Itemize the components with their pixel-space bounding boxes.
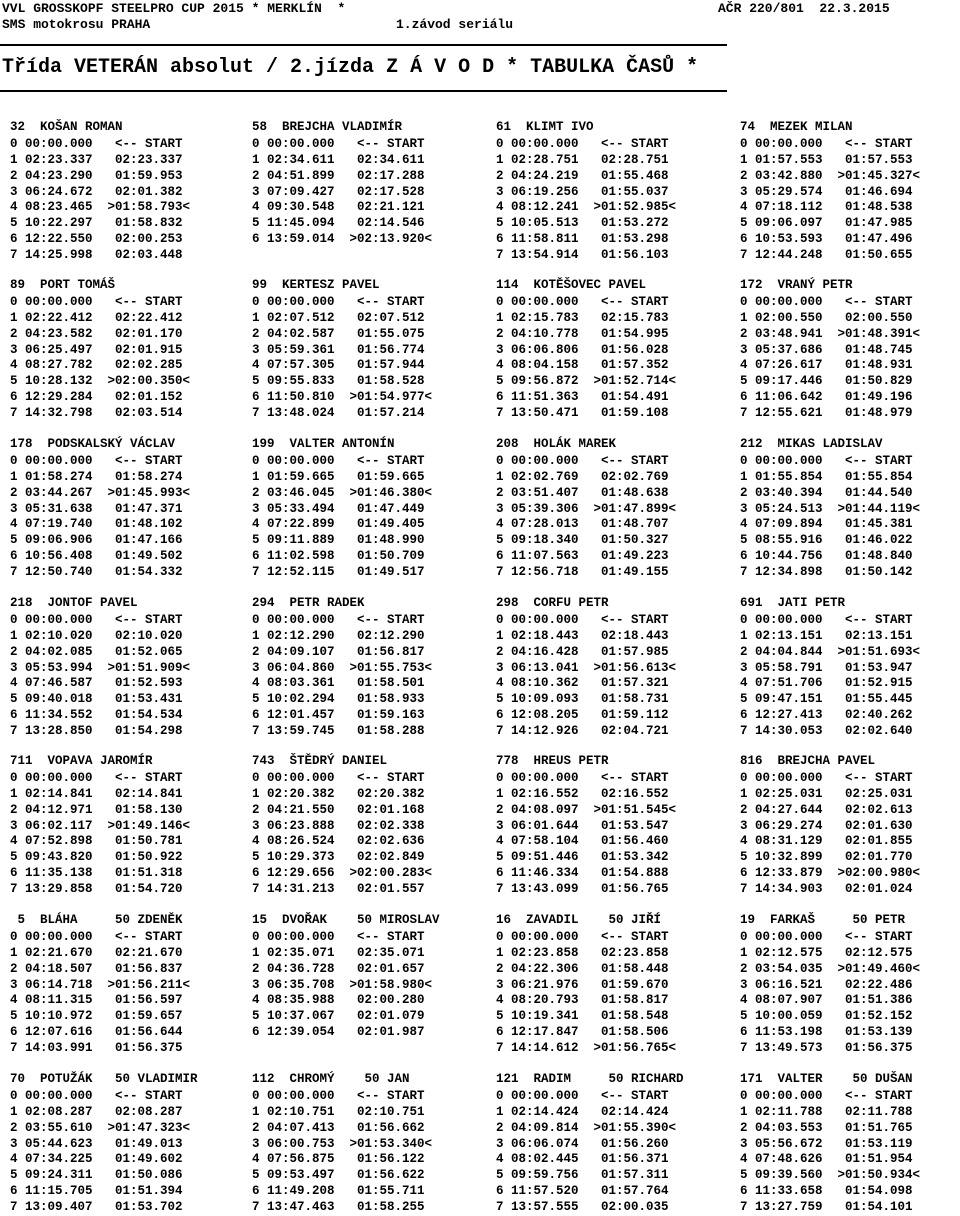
lap-row: 6 11:51.363 01:54.491 (496, 390, 669, 405)
lap-row: 0 00:00.000 <-- START (496, 294, 669, 309)
lap-row: 3 06:21.976 01:59.670 (496, 977, 669, 992)
lap-row: 5 10:10.972 01:59.657 (10, 1009, 183, 1024)
lap-row: 3 05:24.513 >01:44.119< (740, 501, 921, 516)
rider-block (496, 913, 676, 1057)
lap-row: 6 11:07.563 01:49.223 (496, 549, 669, 564)
lap-row: 3 05:58.791 01:53.947 (740, 660, 913, 675)
rider-block (740, 596, 920, 740)
lap-row: 1 02:15.783 02:15.783 (496, 310, 669, 325)
lap-row: 0 00:00.000 <-- START (496, 453, 669, 468)
lap-row: 5 10:37.067 02:01.079 (252, 1009, 425, 1024)
rider-block (252, 913, 440, 1057)
lap-row: 1 02:23.337 02:23.337 (10, 152, 183, 167)
lap-row: 6 12:17.847 01:58.506 (496, 1025, 669, 1040)
rider-block (252, 596, 432, 740)
lap-row: 6 12:01.457 01:59.163 (252, 708, 425, 723)
lap-row: 0 00:00.000 <-- START (496, 612, 669, 627)
lap-row: 1 02:16.552 02:16.552 (496, 786, 669, 801)
lap-row: 2 03:46.045 >01:46.380< (252, 485, 433, 500)
rider-header: 112 CHROMÝ 50 JAN (252, 1072, 410, 1086)
lap-row: 0 00:00.000 <-- START (740, 294, 913, 309)
lap-row: 7 13:47.463 01:58.255 (252, 1200, 425, 1215)
lap-row: 3 06:19.256 01:55.037 (496, 184, 669, 199)
lap-row: 3 06:24.672 02:01.382 (10, 184, 183, 199)
rider-block (252, 437, 432, 581)
lap-row: 5 10:05.513 01:53.272 (496, 216, 669, 231)
rider-block (252, 278, 432, 422)
lap-row: 7 14:12.926 02:04.721 (496, 724, 669, 739)
lap-row: 2 04:18.507 01:56.837 (10, 961, 183, 976)
lap-row: 2 04:04.844 >01:51.693< (740, 644, 921, 659)
lap-row: 7 12:52.115 01:49.517 (252, 565, 425, 580)
rider-header: 208 HOLÁK MAREK (496, 437, 617, 451)
lap-row: 3 06:01.644 01:53.547 (496, 818, 669, 833)
lap-row: 2 04:02.085 01:52.065 (10, 644, 183, 659)
rider-block (496, 596, 676, 740)
lap-row (252, 248, 432, 264)
lap-row: 0 00:00.000 <-- START (252, 612, 425, 627)
lap-row: 5 09:43.820 01:50.922 (10, 850, 183, 865)
lap-row: 0 00:00.000 <-- START (10, 929, 183, 944)
lap-row: 6 11:46.334 01:54.888 (496, 866, 669, 881)
federation-date: AČR 220/801 22.3.2015 (718, 1, 890, 16)
lap-row: 6 11:33.658 01:54.098 (740, 1184, 913, 1199)
lap-row: 0 00:00.000 <-- START (740, 136, 913, 151)
lap-row: 5 10:09.093 01:58.731 (496, 692, 669, 707)
lap-row: 4 07:18.112 01:48.538 (740, 200, 913, 215)
lap-row: 0 00:00.000 <-- START (496, 929, 669, 944)
lap-row: 4 08:23.465 >01:58.793< (10, 200, 191, 215)
lap-row: 3 06:16.521 02:22.486 (740, 977, 913, 992)
lap-row: 7 13:28.850 01:54.298 (10, 724, 183, 739)
lap-row: 6 12:33.879 >02:00.980< (740, 866, 921, 881)
lap-row: 7 12:44.248 01:50.655 (740, 248, 913, 263)
lap-row: 2 04:23.582 02:01.170 (10, 326, 183, 341)
rider-header: 199 VALTER ANTONÍN (252, 437, 395, 451)
lap-row: 2 04:08.097 >01:51.545< (496, 802, 677, 817)
lap-row: 3 06:02.117 >01:49.146< (10, 818, 191, 833)
lap-row: 7 14:03.991 01:56.375 (10, 1041, 183, 1056)
lap-row: 2 04:23.290 01:59.953 (10, 168, 183, 183)
rider-header: 298 CORFU PETR (496, 596, 609, 610)
lap-row: 4 08:27.782 02:02.285 (10, 358, 183, 373)
lap-row: 0 00:00.000 <-- START (10, 453, 183, 468)
lap-row: 5 09:47.151 01:55.445 (740, 692, 913, 707)
lap-row: 0 00:00.000 <-- START (10, 294, 183, 309)
lap-row: 7 13:49.573 01:56.375 (740, 1041, 913, 1056)
lap-row: 4 07:09.894 01:45.381 (740, 517, 913, 532)
lap-row: 4 08:26.524 02:02.636 (252, 834, 425, 849)
lap-row: 2 03:51.407 01:48.638 (496, 485, 669, 500)
lap-row: 2 04:02.587 01:55.075 (252, 326, 425, 341)
lap-row: 0 00:00.000 <-- START (252, 453, 425, 468)
lap-row: 7 13:59.745 01:58.288 (252, 724, 425, 739)
rider-header: 15 DVOŘAK 50 MIROSLAV (252, 913, 440, 927)
rider-header: 70 POTUŽÁK 50 VLADIMIR (10, 1072, 198, 1086)
rider-header: 114 KOTĚŠOVEC PAVEL (496, 278, 647, 292)
lap-row: 6 10:56.408 01:49.502 (10, 549, 183, 564)
rider-block (10, 278, 190, 422)
lap-row: 5 10:02.294 01:58.933 (252, 692, 425, 707)
rider-block (10, 437, 190, 581)
lap-row: 2 04:22.306 01:58.448 (496, 961, 669, 976)
lap-row: 7 14:30.053 02:02.640 (740, 724, 913, 739)
rider-header: 816 BREJCHA PAVEL (740, 754, 876, 768)
lap-row: 4 08:10.362 01:57.321 (496, 676, 669, 691)
lap-row: 4 07:52.898 01:50.781 (10, 834, 183, 849)
lap-row: 3 05:44.623 01:49.013 (10, 1136, 183, 1151)
lap-row: 1 02:00.550 02:00.550 (740, 310, 913, 325)
lap-row: 2 04:07.413 01:56.662 (252, 1120, 425, 1135)
lap-row: 2 03:40.394 01:44.540 (740, 485, 913, 500)
rider-header: 743 ŠTĚDRÝ DANIEL (252, 754, 388, 768)
lap-row: 4 07:51.706 01:52.915 (740, 676, 913, 691)
lap-row: 6 12:29.656 >02:00.283< (252, 866, 433, 881)
lap-row: 3 06:25.497 02:01.915 (10, 342, 183, 357)
lap-row: 1 01:58.274 01:58.274 (10, 469, 183, 484)
rider-block (740, 1072, 920, 1216)
rider-block (10, 596, 190, 740)
rider-header: 58 BREJCHA VLADIMÍR (252, 120, 403, 134)
rider-block (740, 278, 920, 422)
rider-header: 99 KERTESZ PAVEL (252, 278, 380, 292)
lap-row: 5 09:53.497 01:56.622 (252, 1168, 425, 1183)
rider-block (252, 120, 432, 264)
lap-row: 1 02:08.287 02:08.287 (10, 1104, 183, 1119)
lap-row: 7 14:14.612 >01:56.765< (496, 1041, 677, 1056)
lap-row: 0 00:00.000 <-- START (252, 770, 425, 785)
lap-row: 1 02:10.751 02:10.751 (252, 1104, 425, 1119)
separator-top (0, 44, 727, 46)
lap-row: 5 09:51.446 01:53.342 (496, 850, 669, 865)
lap-row: 7 13:57.555 02:00.035 (496, 1200, 669, 1215)
lap-row: 4 08:12.241 >01:52.985< (496, 200, 677, 215)
lap-row: 1 02:07.512 02:07.512 (252, 310, 425, 325)
lap-row: 1 02:28.751 02:28.751 (496, 152, 669, 167)
rider-header: 171 VALTER 50 DUŠAN (740, 1072, 913, 1086)
lap-row: 5 09:24.311 01:50.086 (10, 1168, 183, 1183)
lap-row: 3 05:37.686 01:48.745 (740, 342, 913, 357)
lap-row: 5 10:28.132 >02:00.350< (10, 374, 191, 389)
lap-row: 5 10:32.899 02:01.770 (740, 850, 913, 865)
lap-row: 4 07:58.104 01:56.460 (496, 834, 669, 849)
lap-row: 7 13:54.914 01:56.103 (496, 248, 669, 263)
rider-header: 121 RADIM 50 RICHARD (496, 1072, 684, 1086)
rider-block (740, 754, 920, 898)
lap-row: 6 11:58.811 01:53.298 (496, 232, 669, 247)
lap-row: 6 12:29.284 02:01.152 (10, 390, 183, 405)
lap-row: 1 02:12.575 02:12.575 (740, 945, 913, 960)
lap-row: 6 11:50.810 >01:54.977< (252, 390, 433, 405)
lap-row: 3 06:13.041 >01:56.613< (496, 660, 677, 675)
organizer: SMS motokrosu PRAHA (2, 17, 151, 32)
lap-row: 1 01:59.665 01:59.665 (252, 469, 425, 484)
lap-row: 4 07:28.013 01:48.707 (496, 517, 669, 532)
rider-block (740, 437, 920, 581)
lap-row: 0 00:00.000 <-- START (10, 136, 183, 151)
lap-row: 4 08:02.445 01:56.371 (496, 1152, 669, 1167)
rider-header: 61 KLIMT IVO (496, 120, 594, 134)
rider-header: 711 VOPAVA JAROMÍR (10, 754, 153, 768)
lap-row: 0 00:00.000 <-- START (10, 770, 183, 785)
lap-row: 5 09:39.560 >01:50.934< (740, 1168, 921, 1183)
lap-row: 6 12:07.616 01:56.644 (10, 1025, 183, 1040)
lap-row: 3 06:35.708 >01:58.980< (252, 977, 433, 992)
lap-row: 6 11:34.552 01:54.534 (10, 708, 183, 723)
lap-row: 4 07:22.899 01:49.405 (252, 517, 425, 532)
lap-row: 5 09:06.906 01:47.166 (10, 533, 183, 548)
lap-row: 5 11:45.094 02:14.546 (252, 216, 425, 231)
lap-row: 3 06:29.274 02:01.630 (740, 818, 913, 833)
lap-row: 0 00:00.000 <-- START (740, 612, 913, 627)
lap-row: 5 09:40.018 01:53.431 (10, 692, 183, 707)
lap-row: 3 07:09.427 02:17.528 (252, 184, 425, 199)
lap-row: 4 08:35.988 02:00.280 (252, 993, 425, 1008)
rider-block (10, 120, 190, 264)
lap-row: 7 13:50.471 01:59.108 (496, 406, 669, 421)
lap-row: 1 02:34.611 02:34.611 (252, 152, 425, 167)
lap-row: 7 12:55.621 01:48.979 (740, 406, 913, 421)
rider-header: 212 MIKAS LADISLAV (740, 437, 883, 451)
lap-row: 3 05:56.672 01:53.119 (740, 1136, 913, 1151)
lap-row: 1 02:18.443 02:18.443 (496, 628, 669, 643)
lap-row: 3 05:31.638 01:47.371 (10, 501, 183, 516)
rider-block (496, 437, 676, 581)
lap-row: 0 00:00.000 <-- START (10, 612, 183, 627)
lap-row: 7 12:56.718 01:49.155 (496, 565, 669, 580)
lap-row: 4 07:26.617 01:48.931 (740, 358, 913, 373)
lap-row: 7 13:27.759 01:54.101 (740, 1200, 913, 1215)
lap-row: 0 00:00.000 <-- START (10, 1088, 183, 1103)
lap-row: 5 09:55.833 01:58.528 (252, 374, 425, 389)
lap-row: 0 00:00.000 <-- START (252, 294, 425, 309)
lap-row: 6 11:02.598 01:50.709 (252, 549, 425, 564)
lap-row: 7 13:48.024 01:57.214 (252, 406, 425, 421)
lap-row: 1 01:57.553 01:57.553 (740, 152, 913, 167)
rider-block (496, 754, 676, 898)
lap-row: 7 13:09.407 01:53.702 (10, 1200, 183, 1215)
lap-row: 2 04:09.814 >01:55.390< (496, 1120, 677, 1135)
lap-row: 6 11:57.520 01:57.764 (496, 1184, 669, 1199)
lap-row: 4 07:56.875 01:56.122 (252, 1152, 425, 1167)
page-title: Třída VETERÁN absolut / 2.jízda Z Á V O D * TABULKA ČASŮ * (2, 56, 699, 79)
rider-block (10, 754, 190, 898)
rider-header: 294 PETR RADEK (252, 596, 365, 610)
rider-header: 178 PODSKALSKÝ VÁCLAV (10, 437, 176, 451)
lap-row: 0 00:00.000 <-- START (496, 770, 669, 785)
lap-row: 7 14:32.798 02:03.514 (10, 406, 183, 421)
lap-row: 6 10:53.593 01:47.496 (740, 232, 913, 247)
lap-row: 3 06:00.753 >01:53.340< (252, 1136, 433, 1151)
lap-row: 0 00:00.000 <-- START (740, 770, 913, 785)
lap-row: 7 13:29.858 01:54.720 (10, 882, 183, 897)
lap-row: 4 08:11.315 01:56.597 (10, 993, 183, 1008)
rider-header: 19 FARKAŠ 50 PETR (740, 913, 906, 927)
lap-row: 6 12:22.550 02:00.253 (10, 232, 183, 247)
rider-block (10, 913, 190, 1057)
lap-row: 3 06:06.074 01:56.260 (496, 1136, 669, 1151)
lap-row: 3 06:14.718 >01:56.211< (10, 977, 191, 992)
lap-row: 0 00:00.000 <-- START (740, 453, 913, 468)
lap-row: 7 14:31.213 02:01.557 (252, 882, 425, 897)
rider-header: 218 JONTOF PAVEL (10, 596, 138, 610)
lap-row (252, 1041, 440, 1057)
lap-row: 1 02:23.858 02:23.858 (496, 945, 669, 960)
lap-row: 7 12:34.898 01:50.142 (740, 565, 913, 580)
lap-row: 3 05:33.494 01:47.449 (252, 501, 425, 516)
lap-row: 1 02:10.020 02:10.020 (10, 628, 183, 643)
lap-row: 5 10:19.341 01:58.548 (496, 1009, 669, 1024)
lap-row: 5 08:55.916 01:46.022 (740, 533, 913, 548)
lap-row: 3 05:39.306 >01:47.899< (496, 501, 677, 516)
lap-row: 4 07:34.225 01:49.602 (10, 1152, 183, 1167)
lap-row: 2 03:44.267 >01:45.993< (10, 485, 191, 500)
lap-row: 4 08:04.158 01:57.352 (496, 358, 669, 373)
lap-row: 1 02:12.290 02:12.290 (252, 628, 425, 643)
lap-row: 5 10:29.373 02:02.849 (252, 850, 425, 865)
lap-row: 0 00:00.000 <-- START (252, 929, 425, 944)
lap-row: 0 00:00.000 <-- START (496, 1088, 669, 1103)
lap-row: 1 02:14.841 02:14.841 (10, 786, 183, 801)
lap-row: 2 03:48.941 >01:48.391< (740, 326, 921, 341)
lap-row: 3 06:06.806 01:56.028 (496, 342, 669, 357)
lap-row: 5 09:06.097 01:47.985 (740, 216, 913, 231)
separator-bottom (0, 90, 727, 92)
rider-header: 16 ZAVADIL 50 JIŘÍ (496, 913, 662, 927)
lap-row: 2 03:54.035 >01:49.460< (740, 961, 921, 976)
lap-row: 2 03:55.610 >01:47.323< (10, 1120, 191, 1135)
rider-block (740, 913, 920, 1057)
round-label: 1.závod seriálu (396, 17, 514, 32)
lap-row: 2 04:10.778 01:54.995 (496, 326, 669, 341)
lap-row: 0 00:00.000 <-- START (740, 1088, 913, 1103)
event-title: VVL GROSSKOPF STEELPRO CUP 2015 * MERKLÍN * (2, 1, 346, 16)
lap-row: 4 07:57.305 01:57.944 (252, 358, 425, 373)
rider-header: 32 KOŠAN ROMAN (10, 120, 123, 134)
rider-header: 5 BLÁHA 50 ZDENĚK (10, 913, 183, 927)
lap-row: 4 08:07.907 01:51.386 (740, 993, 913, 1008)
lap-row: 2 04:24.219 01:55.468 (496, 168, 669, 183)
lap-row: 3 05:59.361 01:56.774 (252, 342, 425, 357)
lap-row: 2 04:27.644 02:02.613 (740, 802, 913, 817)
rider-block (252, 754, 432, 898)
lap-row: 7 13:43.099 01:56.765 (496, 882, 669, 897)
lap-row: 1 02:25.031 02:25.031 (740, 786, 913, 801)
lap-row: 7 14:34.903 02:01.024 (740, 882, 913, 897)
rider-header: 89 PORT TOMÁŠ (10, 278, 116, 292)
lap-row: 6 11:53.198 01:53.139 (740, 1025, 913, 1040)
lap-row: 5 09:17.446 01:50.829 (740, 374, 913, 389)
lap-row: 1 02:13.151 02:13.151 (740, 628, 913, 643)
lap-row: 6 10:44.756 01:48.840 (740, 549, 913, 564)
rider-block (496, 120, 676, 264)
lap-row: 5 09:18.340 01:50.327 (496, 533, 669, 548)
rider-block (496, 1072, 684, 1216)
lap-row: 1 02:21.670 02:21.670 (10, 945, 183, 960)
rider-header: 172 VRANÝ PETR (740, 278, 853, 292)
lap-row: 4 07:19.740 01:48.102 (10, 517, 183, 532)
rider-block (740, 120, 920, 264)
lap-row: 3 05:53.994 >01:51.909< (10, 660, 191, 675)
lap-row: 2 04:16.428 01:57.985 (496, 644, 669, 659)
lap-row: 2 04:09.107 01:56.817 (252, 644, 425, 659)
lap-row: 0 00:00.000 <-- START (252, 1088, 425, 1103)
lap-row: 0 00:00.000 <-- START (496, 136, 669, 151)
lap-row: 3 05:29.574 01:46.694 (740, 184, 913, 199)
lap-row: 1 02:11.788 02:11.788 (740, 1104, 913, 1119)
lap-row: 3 06:04.860 >01:55.753< (252, 660, 433, 675)
lap-row: 0 00:00.000 <-- START (252, 136, 425, 151)
lap-row: 6 11:06.642 01:49.196 (740, 390, 913, 405)
lap-row: 4 08:03.361 01:58.501 (252, 676, 425, 691)
lap-row: 5 09:59.756 01:57.311 (496, 1168, 669, 1183)
lap-row: 1 02:22.412 02:22.412 (10, 310, 183, 325)
rider-header: 691 JATI PETR (740, 596, 846, 610)
lap-row: 6 12:08.205 01:59.112 (496, 708, 669, 723)
lap-row: 2 04:12.971 01:58.130 (10, 802, 183, 817)
lap-row: 2 04:36.728 02:01.657 (252, 961, 425, 976)
lap-row: 2 04:03.553 01:51.765 (740, 1120, 913, 1135)
lap-row: 1 02:20.382 02:20.382 (252, 786, 425, 801)
rider-header: 778 HREUS PETR (496, 754, 609, 768)
lap-row: 4 07:48.626 01:51.954 (740, 1152, 913, 1167)
rider-block (252, 1072, 432, 1216)
lap-row: 4 08:20.793 01:58.817 (496, 993, 669, 1008)
lap-row: 5 10:22.297 01:58.832 (10, 216, 183, 231)
lap-row: 4 08:31.129 02:01.855 (740, 834, 913, 849)
rider-header: 74 MEZEK MILAN (740, 120, 853, 134)
lap-row: 6 12:39.054 02:01.987 (252, 1025, 425, 1040)
lap-row: 3 06:23.888 02:02.338 (252, 818, 425, 833)
lap-row: 0 00:00.000 <-- START (740, 929, 913, 944)
lap-row: 5 09:11.889 01:48.990 (252, 533, 425, 548)
lap-row: 6 12:27.413 02:40.262 (740, 708, 913, 723)
lap-row: 1 02:35.071 02:35.071 (252, 945, 425, 960)
lap-row: 6 11:35.138 01:51.318 (10, 866, 183, 881)
lap-row: 2 03:42.880 >01:45.327< (740, 168, 921, 183)
rider-block (496, 278, 676, 422)
lap-row: 6 11:15.705 01:51.394 (10, 1184, 183, 1199)
lap-row: 1 02:02.769 02:02.769 (496, 469, 669, 484)
lap-row: 7 14:25.998 02:03.448 (10, 248, 183, 263)
lap-row: 2 04:51.899 02:17.288 (252, 168, 425, 183)
lap-row: 1 02:14.424 02:14.424 (496, 1104, 669, 1119)
lap-row: 6 13:59.014 >02:13.920< (252, 232, 433, 247)
lap-row: 2 04:21.550 02:01.168 (252, 802, 425, 817)
lap-row: 6 11:49.208 01:55.711 (252, 1184, 425, 1199)
rider-block (10, 1072, 198, 1216)
lap-row: 7 12:50.740 01:54.332 (10, 565, 183, 580)
lap-row: 5 10:00.059 01:52.152 (740, 1009, 913, 1024)
lap-row: 1 01:55.854 01:55.854 (740, 469, 913, 484)
lap-row: 4 09:30.548 02:21.121 (252, 200, 425, 215)
lap-row: 4 07:46.587 01:52.593 (10, 676, 183, 691)
lap-row: 5 09:56.872 >01:52.714< (496, 374, 677, 389)
